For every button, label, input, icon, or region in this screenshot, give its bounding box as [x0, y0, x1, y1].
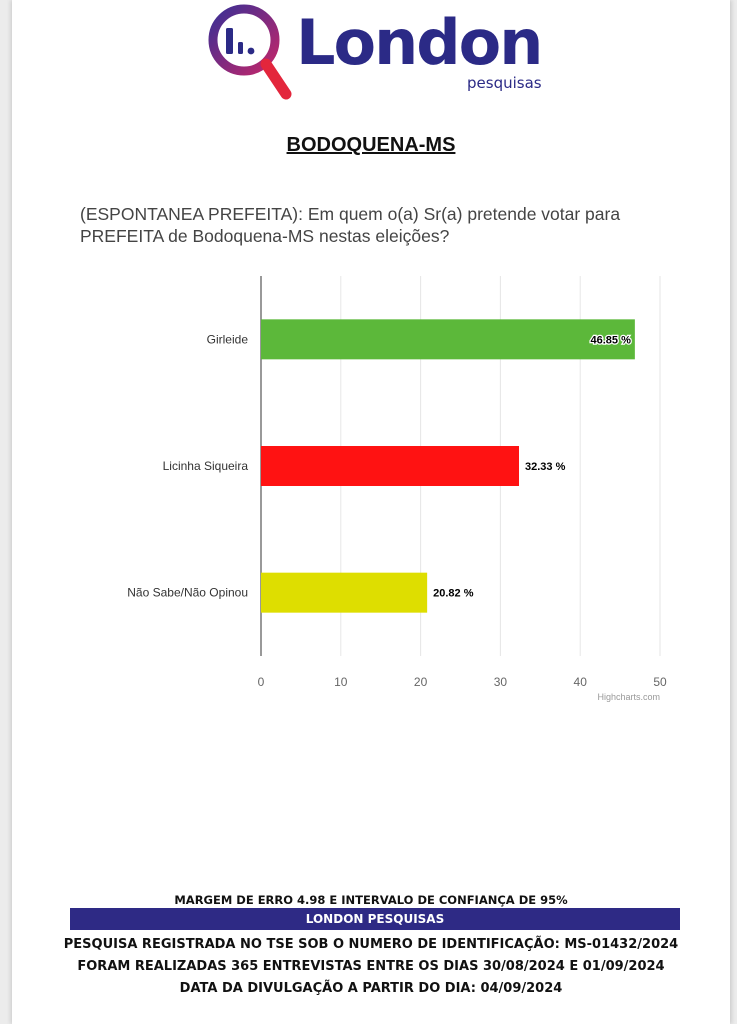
poll-question: (ESPONTANEA PREFEITA): Em quem o(a) Sr(a) pretende votar para PREFEITA de Bodoquena-MS nestas eleições?: [80, 204, 621, 246]
chart-bars: [261, 319, 635, 612]
chart-labels: [127, 332, 667, 702]
chart-credit: Highcharts.com: [597, 692, 660, 702]
bar-chart: [12, 260, 730, 710]
x-tick-label: 20: [413, 675, 428, 689]
logo-wordmark: London: [296, 6, 542, 79]
data-label: 32.33 %: [524, 461, 566, 473]
pollster-band: LONDON PESQUISAS: [70, 908, 680, 930]
margin-of-error: MARGEM DE ERRO 4.98 E INTERVALO DE CONFIANÇA DE 95%: [174, 893, 568, 907]
interviews-line: FORAM REALIZADAS 365 ENTREVISTAS ENTRE OS DIAS 30/08/2024 E 01/09/2024: [77, 959, 665, 974]
category-label: Licinha Siqueira: [162, 459, 248, 473]
category-label: Girleide: [206, 332, 248, 347]
page-title: BODOQUENA-MS: [286, 134, 456, 156]
x-tick-label: 40: [573, 675, 587, 689]
category-label: Não Sabe/Não Opinou: [127, 585, 248, 600]
bar-3: [261, 573, 427, 613]
x-tick-label: 10: [334, 675, 348, 689]
bar-2: [261, 446, 519, 486]
release-date-line: DATA DA DIVULGAÇÃO A PARTIR DO DIA: 04/09/2024: [179, 981, 563, 996]
data-label: 20.82 %: [433, 587, 474, 600]
data-label: 46.85 %: [590, 334, 631, 347]
logo-subtitle: pesquisas: [467, 74, 542, 92]
poll-page: [12, 0, 730, 1024]
x-tick-label: 50: [653, 675, 667, 689]
x-tick-label: 30: [493, 675, 508, 689]
bar-1: [261, 319, 635, 359]
magnifier-icon: [213, 9, 286, 94]
x-tick-label: 0: [257, 675, 265, 689]
registration-line: PESQUISA REGISTRADA NO TSE SOB O NUMERO DE IDENTIFICAÇÃO: MS-01432/2024: [63, 937, 679, 952]
